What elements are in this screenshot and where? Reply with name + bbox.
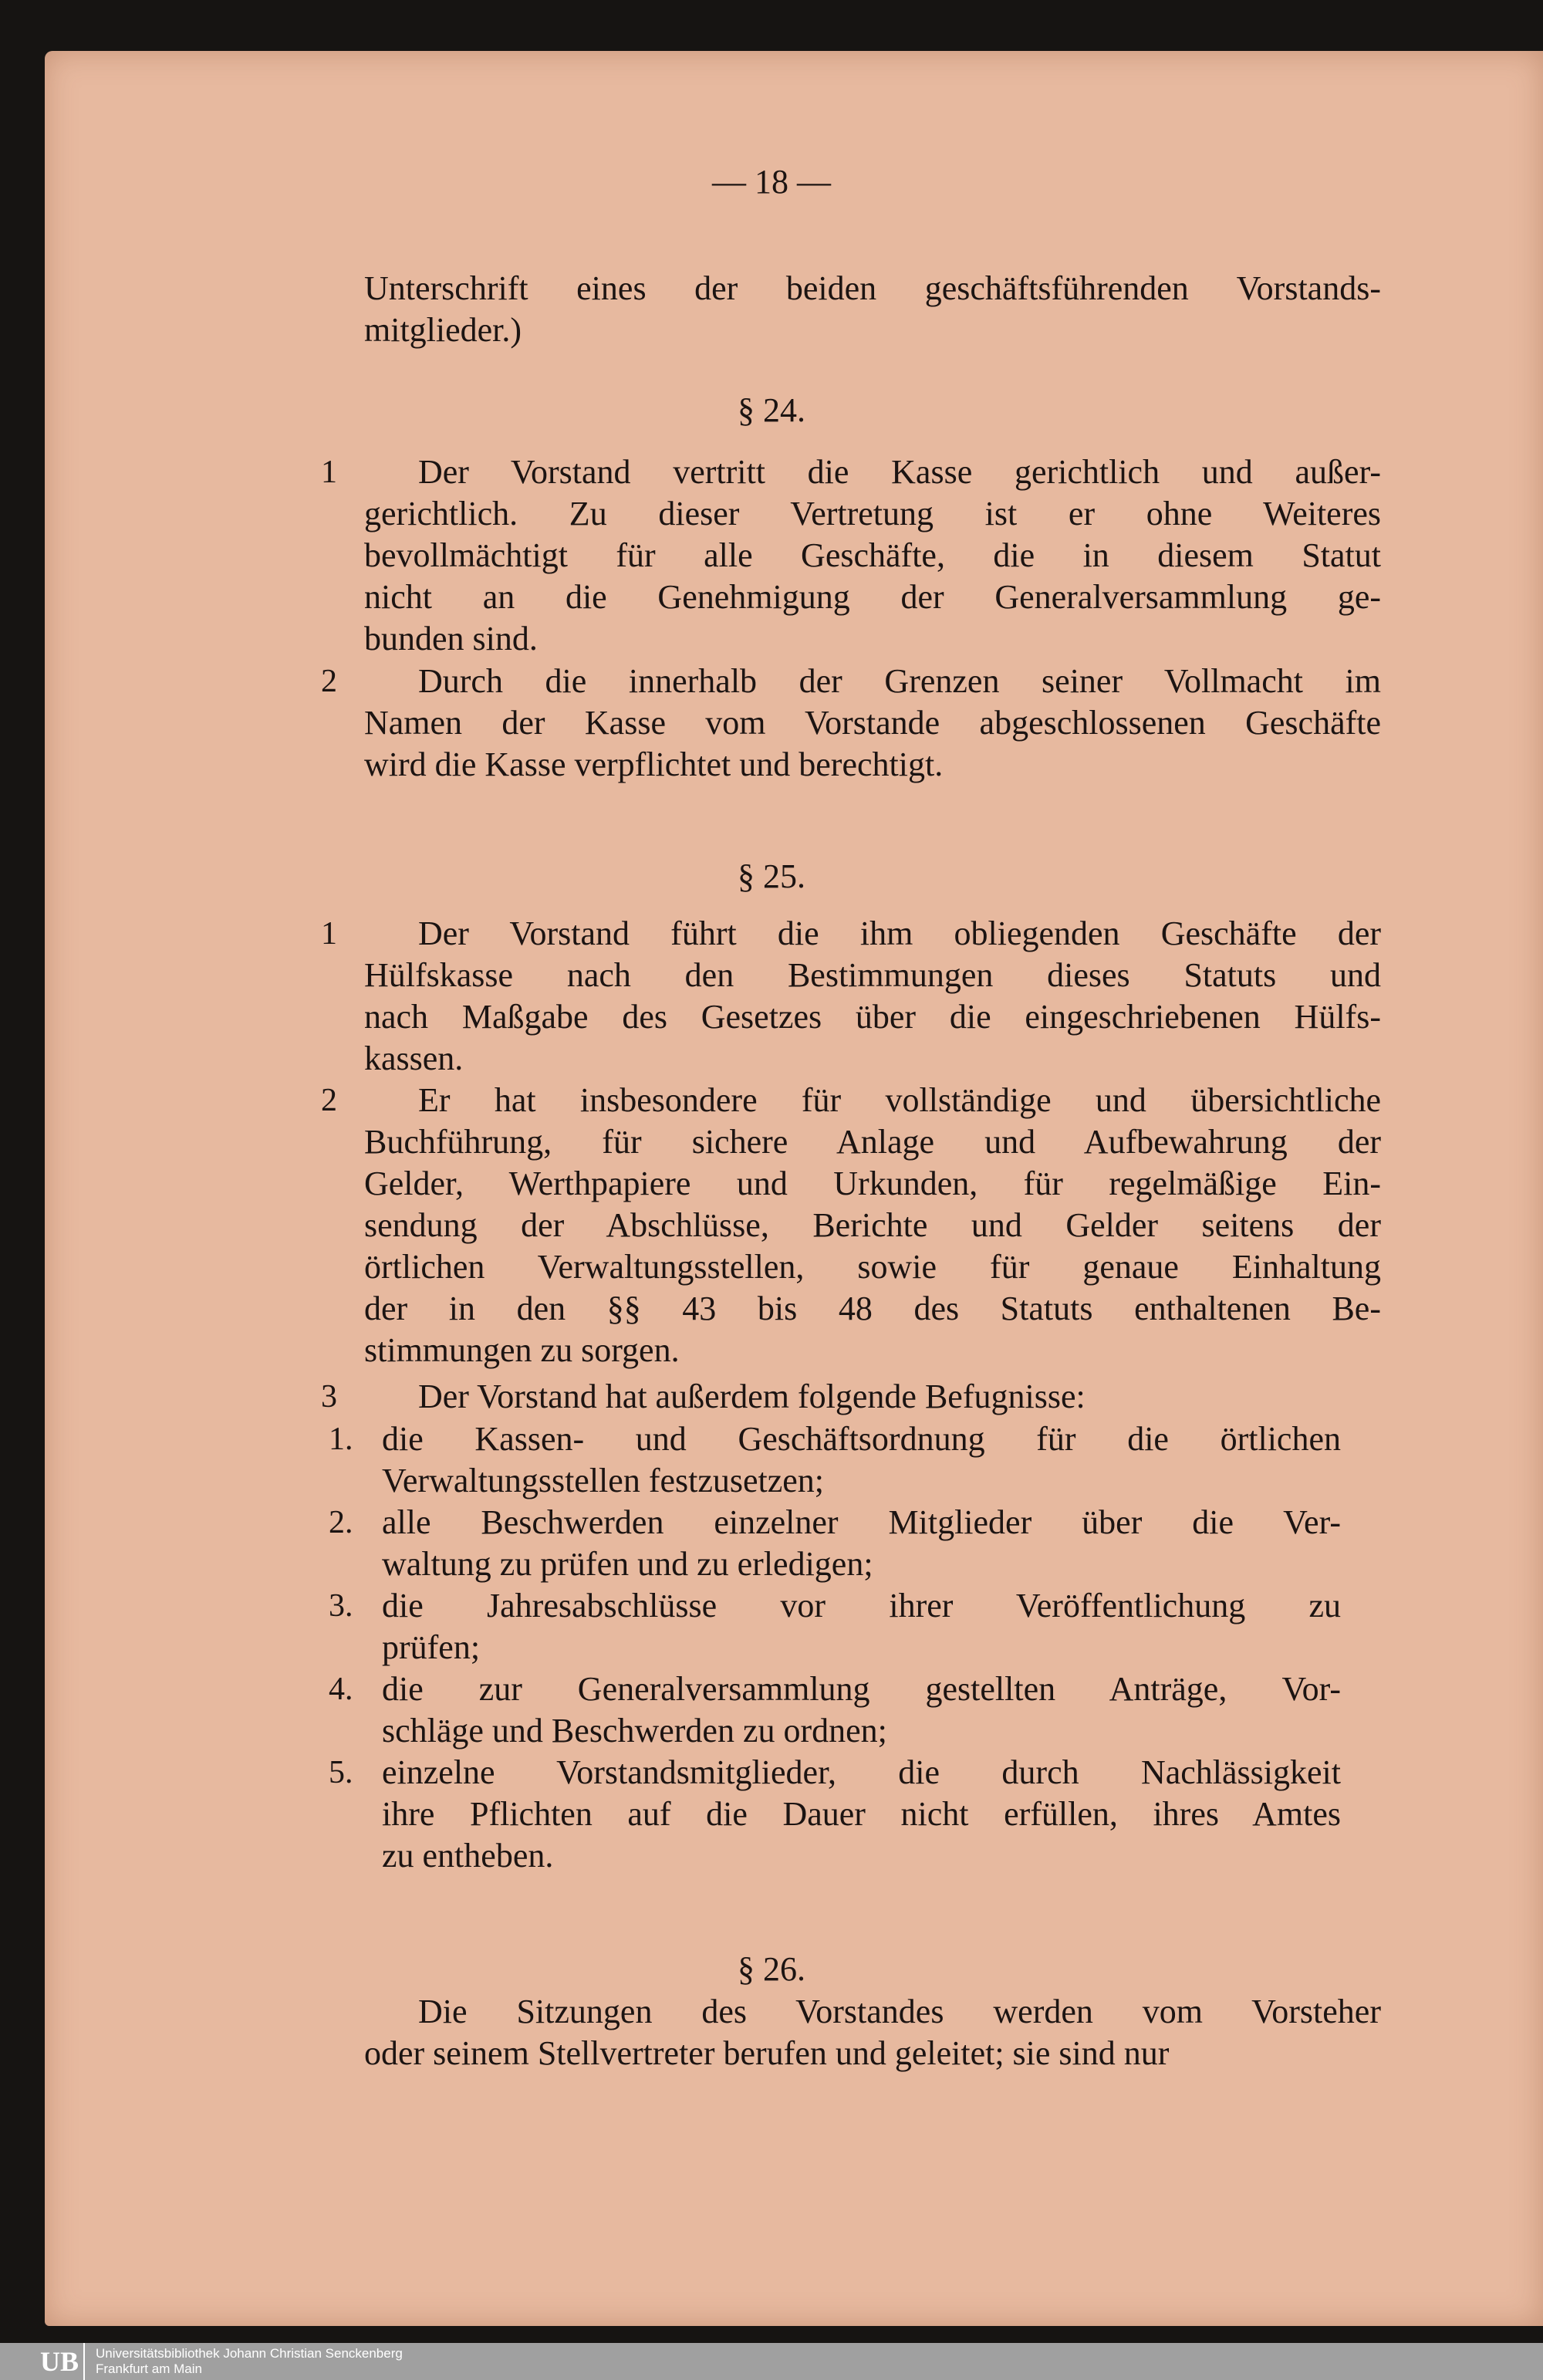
page-number: — 18 — bbox=[712, 163, 831, 201]
text-line: Verwaltungsstellen festzusetzen; bbox=[382, 1462, 825, 1499]
text-line: Der Vorstand vertritt die Kasse gerichtlich und außer- bbox=[418, 453, 1381, 491]
paragraph-number: 1 bbox=[321, 455, 337, 490]
list-item-number: 1. bbox=[329, 1422, 353, 1457]
library-footer bbox=[0, 2343, 1543, 2380]
paragraph-number: 1 bbox=[321, 916, 337, 952]
list-item-number: 4. bbox=[329, 1672, 353, 1707]
section-26-para-1 bbox=[364, 1991, 1381, 2074]
text-line: gerichtlich. Zu dieser Vertretung ist er ohne Weiteres bbox=[364, 495, 1381, 532]
text-line: Der Vorstand hat außerdem folgende Befugnisse: bbox=[418, 1378, 1086, 1415]
section-24-para-2 bbox=[321, 661, 1381, 786]
intro-text bbox=[364, 268, 1381, 351]
list-item-number: 3. bbox=[329, 1588, 353, 1624]
paragraph-number: 2 bbox=[321, 1083, 337, 1118]
list-item bbox=[324, 1418, 1381, 1502]
footer-library-city: Frankfurt am Main bbox=[96, 2361, 202, 2376]
section-25-para-2 bbox=[321, 1080, 1381, 1371]
text-line: mitglieder.) bbox=[364, 311, 522, 349]
text-line: oder seinem Stellvertreter berufen und geleitet; sie sind nur bbox=[364, 2034, 1170, 2072]
section-heading-24: § 24. bbox=[738, 391, 805, 429]
text-line: sendung der Abschlüsse, Berichte und Gelder seitens der bbox=[364, 1206, 1381, 1244]
text-line: stimmungen zu sorgen. bbox=[364, 1331, 680, 1369]
paragraph-number: 2 bbox=[321, 664, 337, 699]
text-line: schläge und Beschwerden zu ordnen; bbox=[382, 1712, 887, 1750]
text-line: waltung zu prüfen und zu erledigen; bbox=[382, 1545, 873, 1583]
text-line: die Kassen- und Geschäftsordnung für die örtlichen bbox=[382, 1420, 1341, 1458]
section-heading-25: § 25. bbox=[738, 857, 805, 895]
list-item-number: 5. bbox=[329, 1755, 353, 1790]
section-24-para-1 bbox=[321, 451, 1381, 660]
text-line: alle Beschwerden einzelner Mitglieder über die Ver- bbox=[382, 1503, 1341, 1541]
paragraph-number: 3 bbox=[321, 1379, 337, 1415]
text-line: Hülfskasse nach den Bestimmungen dieses Statuts und bbox=[364, 956, 1381, 994]
text-line: Unterschrift eines der beiden geschäftsführenden Vorstands- bbox=[364, 269, 1381, 307]
section-heading-26: § 26. bbox=[738, 1950, 805, 1988]
ub-logo: UB bbox=[0, 2343, 85, 2380]
text-line: nach Maßgabe des Gesetzes über die eingeschriebenen Hülfs- bbox=[364, 998, 1381, 1036]
list-item bbox=[324, 1585, 1381, 1668]
text-line: bunden sind. bbox=[364, 620, 538, 658]
list-item-number: 2. bbox=[329, 1505, 353, 1540]
text-line: der in den §§ 43 bis 48 des Statuts enthaltenen Be- bbox=[364, 1290, 1381, 1327]
text-line: einzelne Vorstandsmitglieder, die durch Nachlässigkeit bbox=[382, 1753, 1341, 1791]
list-item bbox=[324, 1668, 1381, 1752]
text-line: kassen. bbox=[364, 1040, 464, 1077]
text-line: Buchführung, für sichere Anlage und Aufbewahrung der bbox=[364, 1123, 1381, 1161]
text-line: Die Sitzungen des Vorstandes werden vom Vorsteher bbox=[418, 1993, 1381, 2030]
text-line: wird die Kasse verpflichtet und berechtigt. bbox=[364, 745, 944, 783]
section-25-items bbox=[324, 1418, 1381, 1877]
text-line: Der Vorstand führt die ihm obliegenden Geschäfte der bbox=[418, 914, 1381, 952]
text-line: prüfen; bbox=[382, 1628, 481, 1666]
text-line: Er hat insbesondere für vollständige und übersichtliche bbox=[418, 1081, 1381, 1119]
list-item bbox=[324, 1752, 1381, 1877]
section-25-para-1 bbox=[321, 913, 1381, 1080]
text-line: Gelder, Werthpapiere und Urkunden, für regelmäßige Ein- bbox=[364, 1165, 1381, 1202]
text-line: die Jahresabschlüsse vor ihrer Veröffentlichung zu bbox=[382, 1587, 1341, 1624]
text-line: örtlichen Verwaltungsstellen, sowie für genaue Einhaltung bbox=[364, 1248, 1381, 1286]
text-line: ihre Pflichten auf die Dauer nicht erfüllen, ihres Amtes bbox=[382, 1795, 1341, 1833]
text-line: die zur Generalversammlung gestellten Anträge, Vor- bbox=[382, 1670, 1341, 1708]
section-25-para-3 bbox=[321, 1376, 1381, 1418]
text-line: zu entheben. bbox=[382, 1837, 554, 1875]
text-line: bevollmächtigt für alle Geschäfte, die in diesem Statut bbox=[364, 536, 1381, 574]
list-item bbox=[324, 1502, 1381, 1585]
footer-library-name: Universitätsbibliothek Johann Christian Senckenberg bbox=[96, 2346, 403, 2361]
text-line: Durch die innerhalb der Grenzen seiner Vollmacht im bbox=[418, 662, 1381, 700]
text-line: nicht an die Genehmigung der Generalversammlung ge- bbox=[364, 578, 1381, 616]
text-line: Namen der Kasse vom Vorstande abgeschlossenen Geschäfte bbox=[364, 704, 1381, 742]
